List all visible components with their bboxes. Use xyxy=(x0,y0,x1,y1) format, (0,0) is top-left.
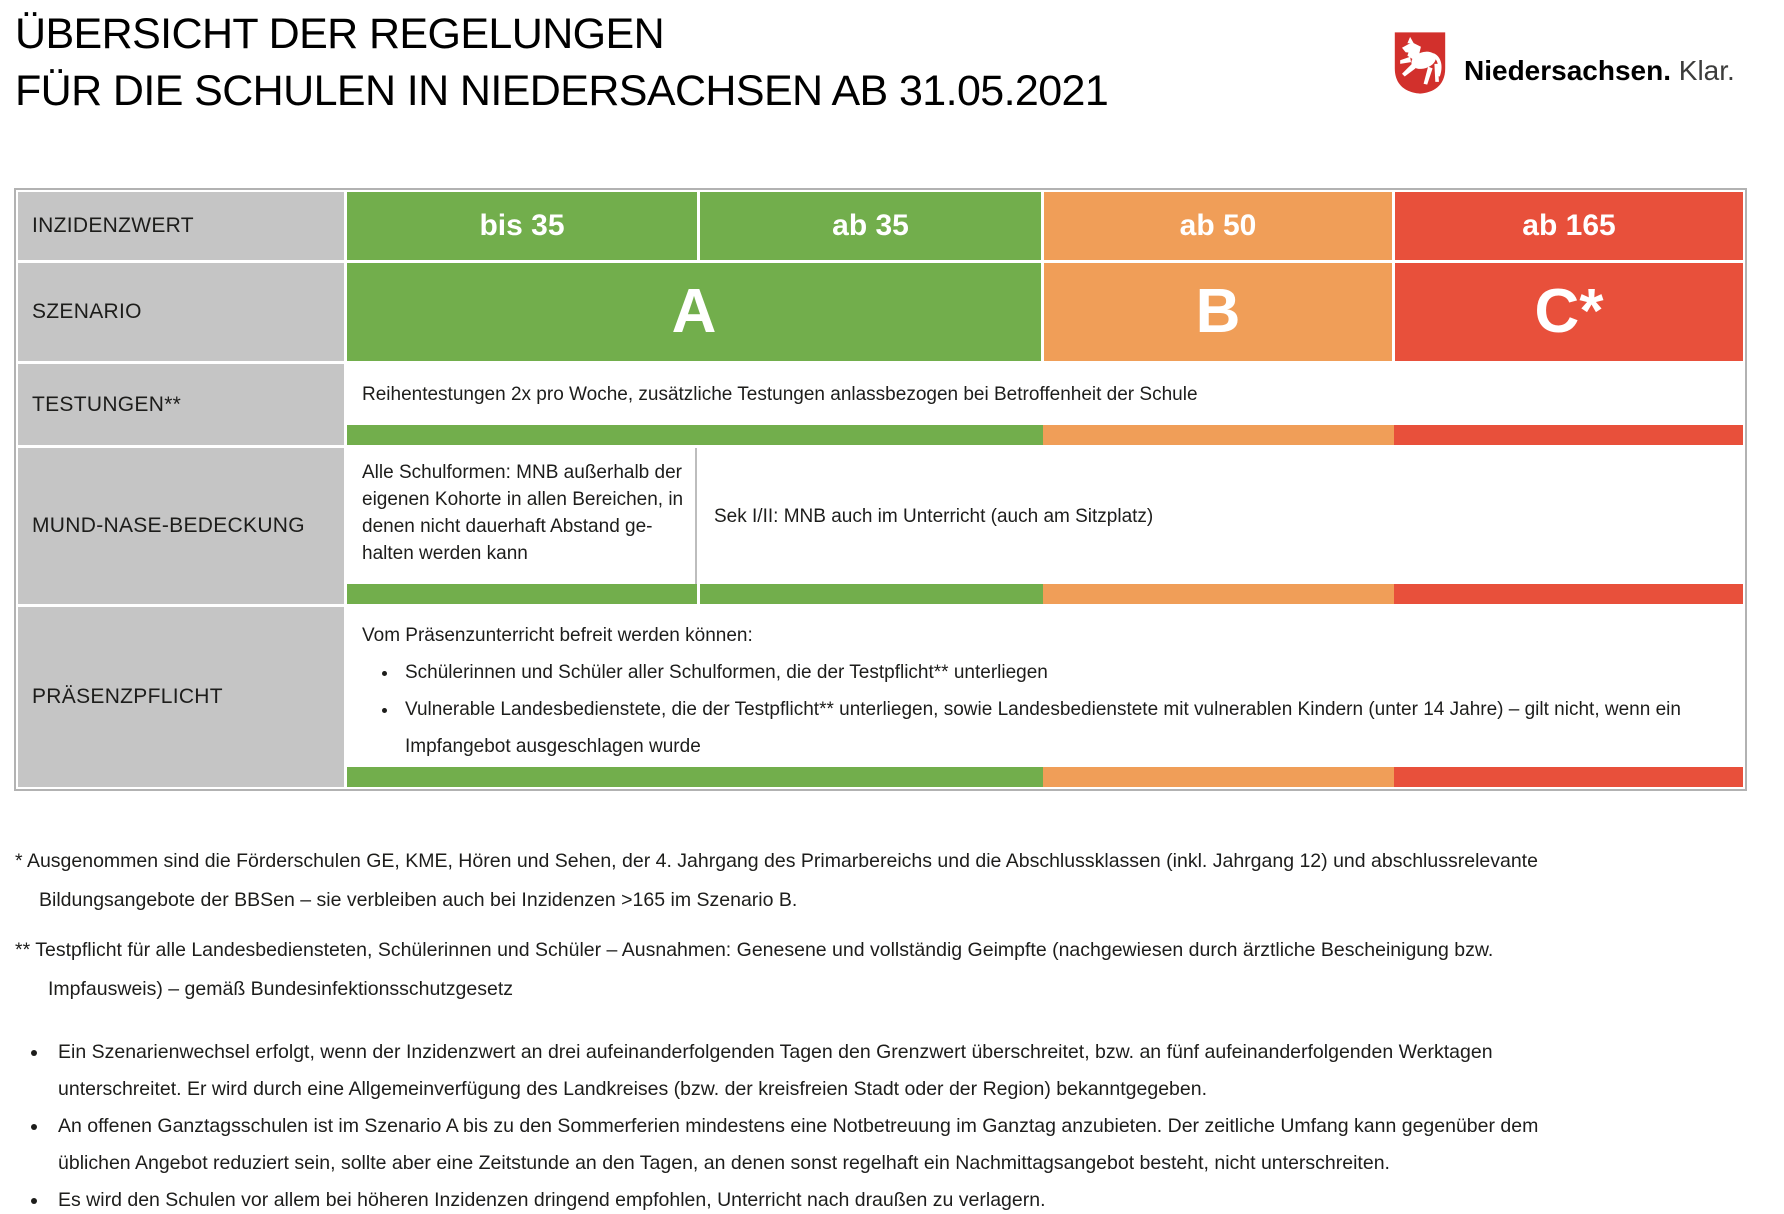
praesenzpflicht-color-strip xyxy=(347,767,1743,787)
footnote-double-star-marker: ** xyxy=(15,939,31,961)
general-notes-list xyxy=(15,1034,1547,1214)
footnote-double-star-text: Testpflicht für alle Landesbediensteten, Schülerinnen und Schüler – Ausnahmen: Genesene und vollständig Geimpfte (nachgewiesen durch ärztliche Bescheinigung bzw. Impfausweis) – gemäß Bundesinfektionsschutzgesetz xyxy=(35,939,1494,1000)
row-label-inzidenzwert: INZIDENZWERT xyxy=(18,192,344,260)
row-label-praesenzpflicht: PRÄSENZPFLICHT xyxy=(18,607,344,787)
strip-segment-orange xyxy=(1043,425,1394,445)
testungen-color-strip xyxy=(347,425,1743,445)
incidence-cell-bis-35: bis 35 xyxy=(347,192,697,260)
strip-segment-green-2 xyxy=(700,584,1043,604)
row-label-testungen: TESTUNGEN** xyxy=(18,364,344,445)
incidence-cell-ab-165: ab 165 xyxy=(1395,192,1743,260)
strip-segment-orange xyxy=(1043,584,1394,604)
scenario-cell-c: C* xyxy=(1395,263,1743,361)
note-item: • Ein Szenarienwechsel erfolgt, wenn der Inzidenzwert an drei aufeinanderfolgenden Tagen den Grenzwert überschreitet, bzw. an fünf aufeinanderfolgenden Werktagen unterschreitet. Er wird durch eine Allgemeinverfügung des Landkreises (bzw. der kreisfreien Stadt oder der Region) bekanntgegeben. xyxy=(49,1034,1547,1108)
niedersachsen-logo xyxy=(1393,30,1735,96)
row-label-mund-nase-bedeckung: MUND-NASE-BEDECKUNG xyxy=(18,448,344,604)
incidence-cell-ab-50: ab 50 xyxy=(1044,192,1392,260)
testungen-cell xyxy=(347,364,1743,445)
page-title xyxy=(15,6,1108,120)
logo-wordmark xyxy=(1464,56,1735,86)
page-title-line1: ÜBERSICHT DER REGELUNGEN xyxy=(15,10,665,58)
logo-claim: Klar. xyxy=(1678,55,1735,86)
praesenzpflicht-bullet: • Schülerinnen und Schüler aller Schulformen, die der Testpflicht** unterliegen xyxy=(399,654,1723,691)
note-item: • An offenen Ganztagsschulen ist im Szenario A bis zu den Sommerferien mindestens eine Notbetreuung im Ganztag anzubieten. Der zeitliche Umfang kann gegenüber dem üblichen Angebot reduziert sein, sollte aber eine Zeitstunde an den Tagen, an denen sonst regelhaft ein Nachmittagsangebot besteht, nicht unterschreiten. xyxy=(49,1108,1547,1182)
mnb-color-strip xyxy=(347,584,1743,604)
logo-brand: Niedersachsen. xyxy=(1464,55,1671,86)
praesenzpflicht-cell xyxy=(347,607,1743,787)
praesenzpflicht-intro: Vom Präsenzunterricht befreit werden können: xyxy=(362,625,753,646)
footnote-double-star xyxy=(15,931,1547,1009)
testungen-text: Reihentestungen 2x pro Woche, zusätzliche Testungen anlassbezogen bei Betroffenheit der Schule xyxy=(362,384,1198,405)
strip-segment-red xyxy=(1394,767,1743,787)
mnb-sek-text: Sek I/II: MNB auch im Unterricht (auch am Sitzplatz) xyxy=(714,505,1154,527)
strip-segment-green-1 xyxy=(347,584,697,604)
footnote-star-text: Ausgenommen sind die Förderschulen GE, KME, Hören und Sehen, der 4. Jahrgang des Primarbereichs und die Abschlussklassen (inkl. Jahrgang 12) und abschlussrelevante Bildungsangebote der BBSen – sie verbleiben auch bei Inzidenzen >165 im Szenario B. xyxy=(26,850,1538,911)
footnote-star xyxy=(15,842,1547,920)
strip-segment-green xyxy=(347,425,1043,445)
strip-segment-green xyxy=(347,767,1043,787)
footnote-star-marker: * xyxy=(15,850,23,872)
strip-segment-orange xyxy=(1043,767,1394,787)
incidence-cell-ab-35: ab 35 xyxy=(700,192,1041,260)
page-title-line2: FÜR DIE SCHULEN IN NIEDERSACHSEN AB 31.05.2021 xyxy=(15,67,1109,115)
footnotes-section xyxy=(15,842,1547,1214)
strip-segment-red xyxy=(1394,425,1743,445)
note-item: • Es wird den Schulen vor allem bei höheren Inzidenzen dringend empfohlen, Unterricht nach draußen zu verlagern. xyxy=(49,1182,1547,1214)
coat-of-arms-shield-icon xyxy=(1393,30,1447,96)
strip-segment-red xyxy=(1394,584,1743,604)
scenario-cell-a: A xyxy=(347,263,1041,361)
mund-nase-bedeckung-cell xyxy=(347,448,1743,604)
mnb-alle-schulformen-text: Alle Schulformen: MNB außerhalb der eigenen Kohorte in allen Bereichen, in denen nicht dauerhaft Abstand ge-halten werden kann xyxy=(347,448,697,584)
praesenzpflicht-bullet-list xyxy=(362,654,1723,765)
scenario-cell-b: B xyxy=(1044,263,1392,361)
regulations-table xyxy=(14,188,1747,791)
praesenzpflicht-bullet: • Vulnerable Landesbedienstete, die der Testpflicht** unterliegen, sowie Landesbedienstete mit vulnerablen Kindern (unter 14 Jahre) – gilt nicht, wenn ein Impfangebot ausgeschlagen wurde xyxy=(399,691,1723,765)
row-label-szenario: SZENARIO xyxy=(18,263,344,361)
